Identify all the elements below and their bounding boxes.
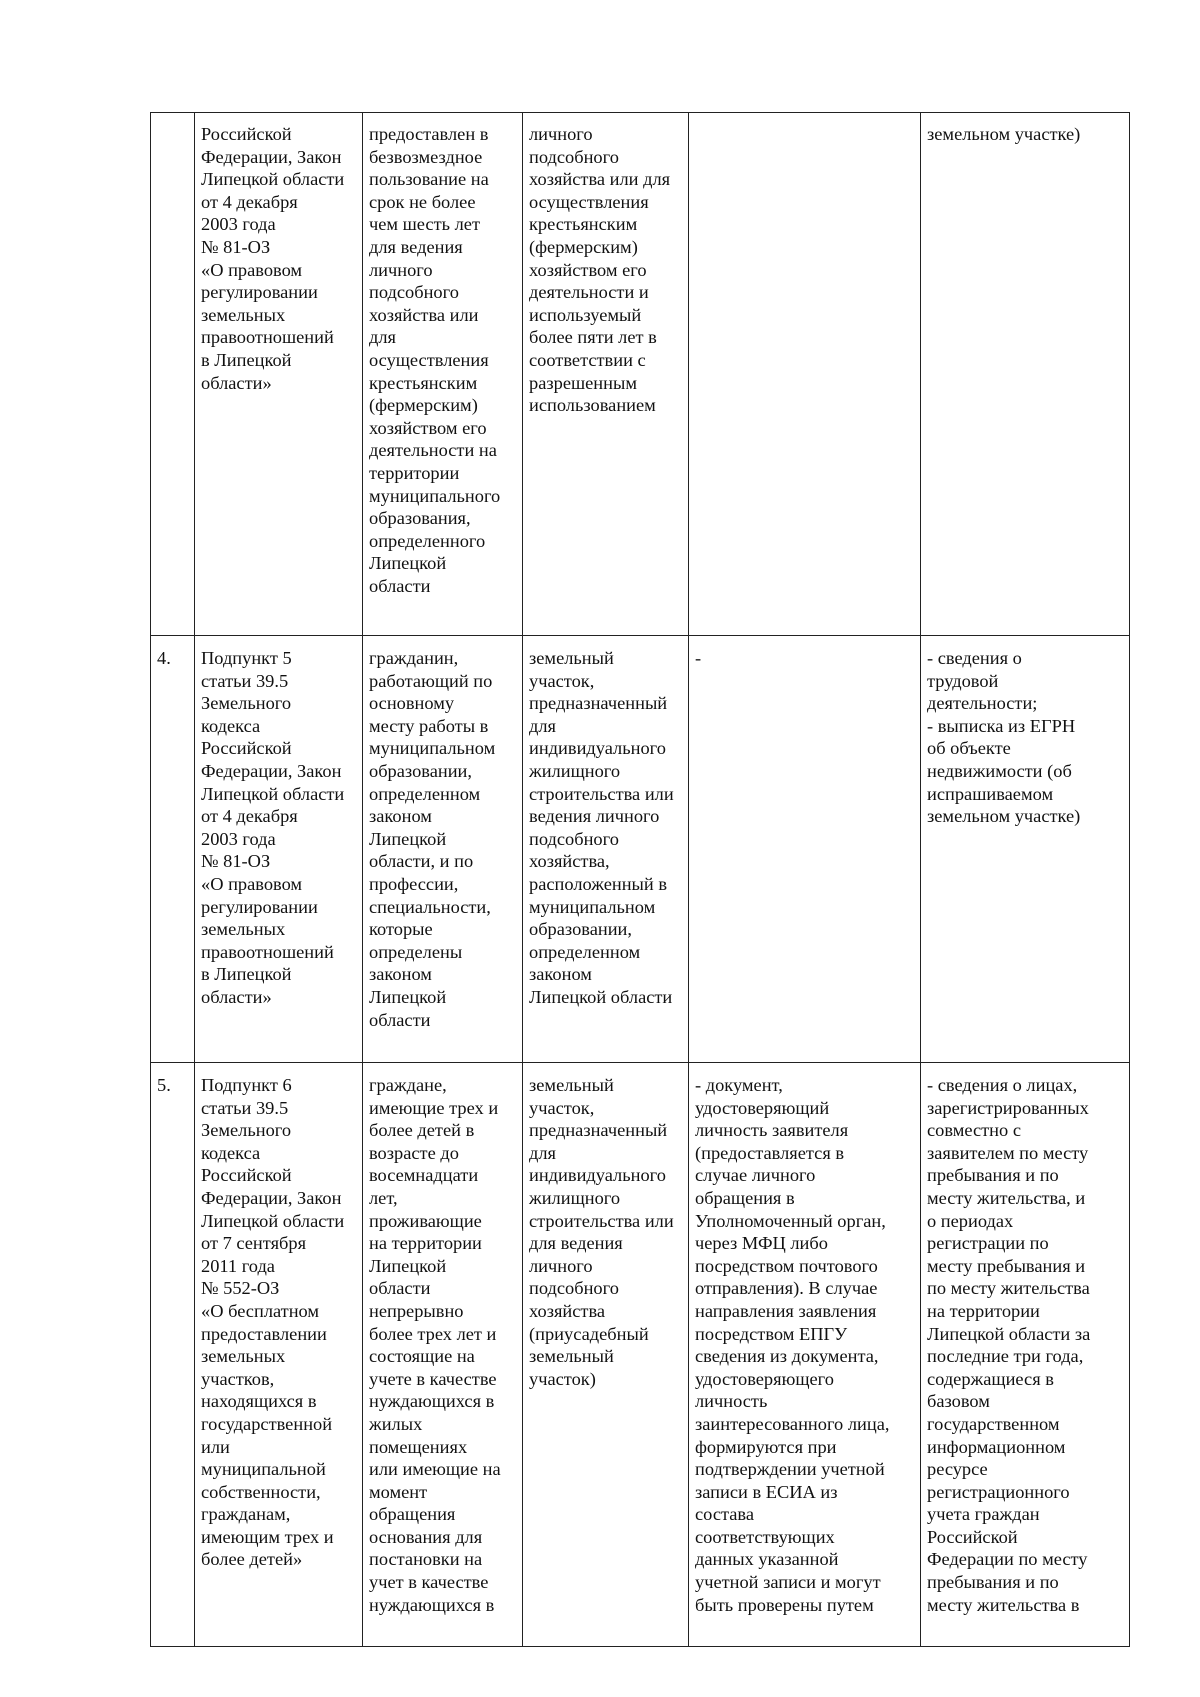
applicant-documents-cell: [689, 113, 921, 636]
table-row: [151, 1063, 1130, 1647]
requested-documents-text: - сведения о трудовой деятельности; - выписка из ЕГРН об объекте недвижимости (об испрашиваемом земельном участке): [927, 648, 1081, 827]
applicant-documents-text: -: [695, 648, 702, 668]
legal-basis-cell: [195, 1063, 363, 1647]
legal-basis-text: Российской Федерации, Закон Липецкой области от 4 декабря 2003 года № 81-ОЗ «О правовом регулировании земельных правоотношений в Липецкой области»: [201, 124, 345, 393]
land-plot-text: земельный участок, предназначенный для индивидуального жилищного строительства или ведения личного подсобного хозяйства, расположенный в муниципальном образовании, определенном законом Липецкой области: [529, 648, 674, 1007]
land-plot-cell: [523, 113, 689, 636]
land-plot-cell: [523, 1063, 689, 1647]
applicant-category-text: предоставлен в безвозмездное пользование на срок не более чем шесть лет для ведения личного подсобного хозяйства или для осуществления крестьянским (фермерским) хозяйством его деятельности на территории муниципального образования, определенного Липецкой области: [369, 124, 501, 596]
legal-basis-text: Подпункт 5 статьи 39.5 Земельного кодекса Российской Федерации, Закон Липецкой области от 4 декабря 2003 года № 81-ОЗ «О правовом регулировании земельных правоотношений в Липецкой области»: [201, 648, 345, 1007]
table-row: [151, 113, 1130, 636]
row-number-cell: [151, 113, 195, 636]
legal-basis-cell: [195, 113, 363, 636]
row-number-cell: [151, 636, 195, 1063]
requested-documents-cell: [921, 636, 1130, 1063]
row-number: 5.: [157, 1075, 171, 1095]
applicant-category-cell: [363, 113, 523, 636]
requested-documents-cell: [921, 1063, 1130, 1647]
applicant-category-cell: [363, 1063, 523, 1647]
land-plot-cell: [523, 636, 689, 1063]
applicant-category-cell: [363, 636, 523, 1063]
row-number-cell: [151, 1063, 195, 1647]
requested-documents-text: земельном участке): [927, 124, 1081, 144]
legal-basis-text: Подпункт 6 статьи 39.5 Земельного кодекса Российской Федерации, Закон Липецкой области от 7 сентября 2011 года № 552-ОЗ «О бесплатном предоставлении земельных участков, находящихся в государственной или муниципальной собственности, гражданам, имеющим трех и более детей»: [201, 1075, 345, 1570]
table-row: [151, 636, 1130, 1063]
legal-basis-cell: [195, 636, 363, 1063]
requested-documents-cell: [921, 113, 1130, 636]
land-grant-table: [150, 112, 1130, 1647]
land-plot-text: земельный участок, предназначенный для индивидуального жилищного строительства или для ведения личного подсобного хозяйства (приусадебный земельный участок): [529, 1075, 674, 1389]
applicant-documents-cell: [689, 1063, 921, 1647]
applicant-documents-text: - документ, удостоверяющий личность заявителя (предоставляется в случае личного обращения в Уполномоченный орган, через МФЦ либо посредством почтового отправления). В случае направления заявления посредством ЕПГУ сведения из документа, удостоверяющего личность заинтересованного лица, формируются при подтверждении учетной записи в ЕСИА из состава соответствующих данных указанной учетной записи и могут быть проверены путем: [695, 1075, 890, 1615]
land-plot-text: личного подсобного хозяйства или для осуществления крестьянским (фермерским) хозяйством его деятельности и используемый более пяти лет в соответствии с разрешенным использованием: [529, 124, 671, 416]
requested-documents-text: - сведения о лицах, зарегистрированных совместно с заявителем по месту пребывания и по месту жительства, и о периодах регистрации по месту пребывания и по месту жительства на территории Липецкой области за последние три года, содержащиеся в базовом государственном информационном ресурсе регистрационного учета граждан Российской Федерации по месту пребывания и по месту жительства в: [927, 1075, 1091, 1615]
applicant-category-text: гражданин, работающий по основному месту работы в муниципальном образовании, определенном законом Липецкой области, и по профессии, специальности, которые определены законом Липецкой области: [369, 648, 496, 1030]
row-number: 4.: [157, 648, 171, 668]
applicant-documents-cell: [689, 636, 921, 1063]
applicant-category-text: граждане, имеющие трех и более детей в возрасте до восемнадцати лет, проживающие на территории Липецкой области непрерывно более трех лет и состоящие на учете в качестве нуждающихся в жилых помещениях или имеющие на момент обращения основания для постановки на учет в качестве нуждающихся в: [369, 1075, 501, 1615]
